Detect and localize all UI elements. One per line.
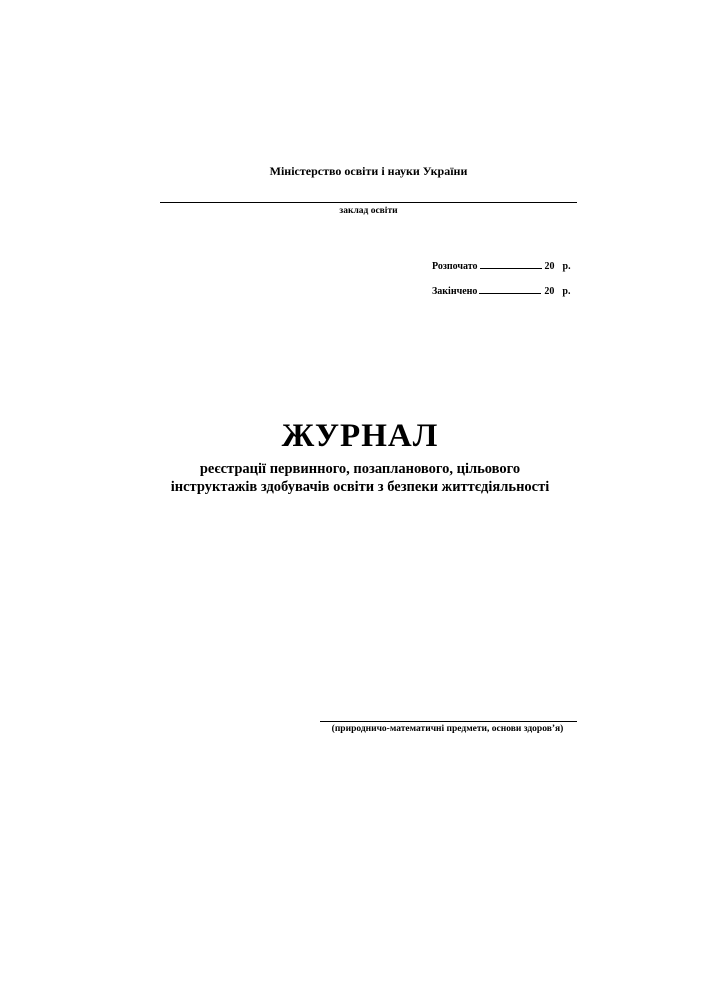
subject-caption: (природничо-математичні предмети, основи здоров’я) <box>331 724 564 734</box>
finished-date-blank <box>479 284 541 294</box>
started-year-prefix: 20 <box>544 261 555 272</box>
started-date-blank <box>480 259 542 269</box>
started-date-row <box>432 259 571 272</box>
institution-caption: заклад освіти <box>339 206 398 216</box>
started-year-suffix: р. <box>562 261 571 272</box>
subtitle-line-2: інструктажів здобувачів освіти з безпеки життєдіяльності <box>170 479 550 495</box>
institution-blank-line <box>160 202 577 203</box>
ministry-heading: Міністерство освіти і науки України <box>269 164 468 178</box>
subject-blank-line <box>320 721 577 722</box>
journal-title: ЖУРНАЛ <box>281 418 439 454</box>
subtitle-line-1: реєстрації первинного, позапланового, цільового <box>199 461 521 477</box>
finished-year-suffix: р. <box>562 286 571 297</box>
started-label: Розпочато <box>432 261 478 272</box>
journal-subtitle <box>100 460 620 496</box>
finished-date-row <box>432 284 570 297</box>
finished-label: Закінчено <box>432 286 478 297</box>
finished-year-prefix: 20 <box>544 286 555 297</box>
